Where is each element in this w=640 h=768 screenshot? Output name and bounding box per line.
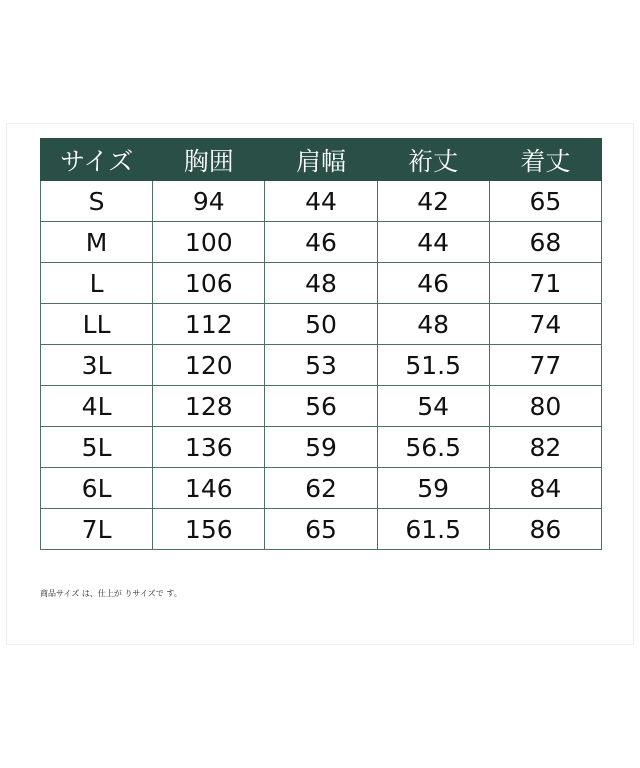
cell-length: 80 <box>489 386 601 427</box>
cell-length: 86 <box>489 509 601 550</box>
cell-length: 84 <box>489 468 601 509</box>
cell-length: 74 <box>489 304 601 345</box>
cell-length: 71 <box>489 263 601 304</box>
cell-size: L <box>41 263 153 304</box>
cell-sleeve: 51.5 <box>377 345 489 386</box>
cell-size: 5L <box>41 427 153 468</box>
cell-size: 4L <box>41 386 153 427</box>
cell-sleeve: 59 <box>377 468 489 509</box>
cell-size: S <box>41 181 153 222</box>
header-sleeve: 裄丈 <box>377 139 489 181</box>
cell-shoulder: 59 <box>265 427 377 468</box>
cell-chest: 100 <box>153 222 265 263</box>
cell-size: M <box>41 222 153 263</box>
header-length: 着丈 <box>489 139 601 181</box>
table-row <box>41 222 602 263</box>
cell-chest: 94 <box>153 181 265 222</box>
cell-length: 68 <box>489 222 601 263</box>
cell-chest: 136 <box>153 427 265 468</box>
table-row <box>41 509 602 550</box>
table-row <box>41 468 602 509</box>
table-row <box>41 345 602 386</box>
cell-sleeve: 42 <box>377 181 489 222</box>
size-table <box>40 138 602 550</box>
cell-chest: 106 <box>153 263 265 304</box>
cell-shoulder: 53 <box>265 345 377 386</box>
cell-sleeve: 56.5 <box>377 427 489 468</box>
cell-shoulder: 62 <box>265 468 377 509</box>
cell-size: 7L <box>41 509 153 550</box>
cell-shoulder: 44 <box>265 181 377 222</box>
cell-shoulder: 65 <box>265 509 377 550</box>
cell-sleeve: 61.5 <box>377 509 489 550</box>
cell-length: 82 <box>489 427 601 468</box>
cell-chest: 120 <box>153 345 265 386</box>
cell-chest: 156 <box>153 509 265 550</box>
cell-sleeve: 44 <box>377 222 489 263</box>
cell-length: 65 <box>489 181 601 222</box>
header-chest: 胸囲 <box>153 139 265 181</box>
table-row <box>41 427 602 468</box>
cell-size: LL <box>41 304 153 345</box>
cell-shoulder: 56 <box>265 386 377 427</box>
cell-size: 6L <box>41 468 153 509</box>
cell-shoulder: 50 <box>265 304 377 345</box>
table-row <box>41 263 602 304</box>
size-note: 商品サイズ は、仕上が りサイズで す。 <box>40 589 182 598</box>
table-row <box>41 386 602 427</box>
header-size: サイズ <box>41 139 153 181</box>
header-shoulder: 肩幅 <box>265 139 377 181</box>
table-row <box>41 304 602 345</box>
table-row <box>41 181 602 222</box>
cell-sleeve: 54 <box>377 386 489 427</box>
cell-chest: 112 <box>153 304 265 345</box>
cell-size: 3L <box>41 345 153 386</box>
cell-chest: 128 <box>153 386 265 427</box>
cell-shoulder: 48 <box>265 263 377 304</box>
header-row <box>41 139 602 181</box>
cell-sleeve: 48 <box>377 304 489 345</box>
cell-length: 77 <box>489 345 601 386</box>
cell-chest: 146 <box>153 468 265 509</box>
cell-sleeve: 46 <box>377 263 489 304</box>
cell-shoulder: 46 <box>265 222 377 263</box>
